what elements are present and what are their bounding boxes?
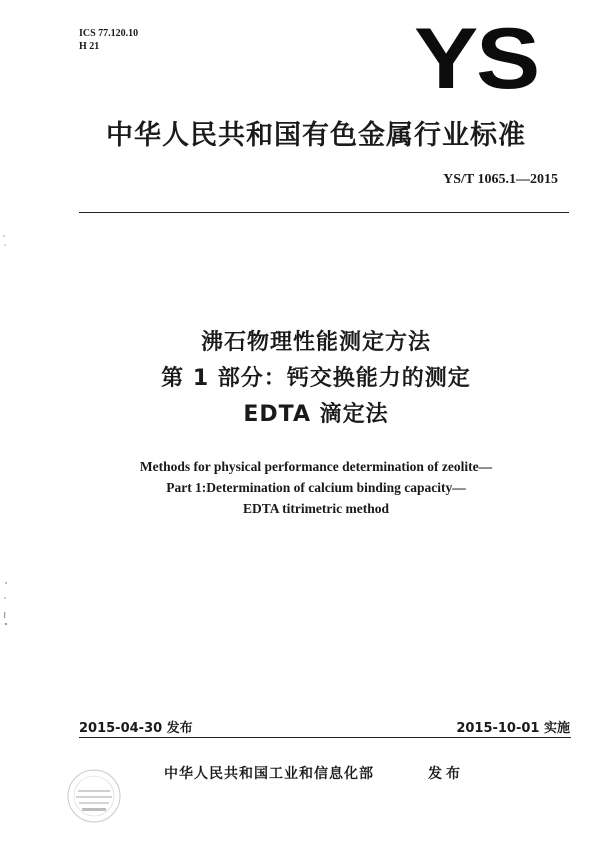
classification-codes (79, 27, 138, 53)
scan-marks (0, 0, 14, 853)
publish-label: 发布 (428, 766, 464, 782)
ys-logo: YS (414, 11, 539, 107)
english-title (60, 456, 572, 519)
ccs-code: H 21 (79, 41, 100, 52)
chinese-title-line-2: 第 1 部分：钙交换能力的测定 (161, 366, 471, 391)
ics-code: ICS 77.120.10 (79, 28, 139, 39)
chinese-title (60, 325, 572, 433)
english-title-line-1: Methods for physical performance determination of zeolite— (139, 459, 493, 474)
chinese-title-line-1: 沸石物理性能测定方法 (200, 330, 431, 355)
issue-date: 2015-04-30 发布 (79, 721, 193, 736)
implementation-date: 2015-10-01 实施 (456, 721, 570, 736)
publisher-name: 中华人民共和国工业和信息化部 (164, 766, 374, 782)
footer-divider (79, 737, 571, 738)
english-title-line-3: EDTA titrimetric method (243, 501, 389, 516)
standard-category-title: 中华人民共和国有色金属行业标准 (106, 120, 526, 151)
chinese-title-line-3: EDTA 滴定法 (243, 402, 389, 427)
stamp-seal-icon (64, 766, 124, 826)
standard-number: YS/T 1065.1—2015 (443, 172, 558, 187)
english-title-line-2: Part 1:Determination of calcium binding capacity— (166, 480, 466, 495)
header-divider (79, 212, 569, 213)
